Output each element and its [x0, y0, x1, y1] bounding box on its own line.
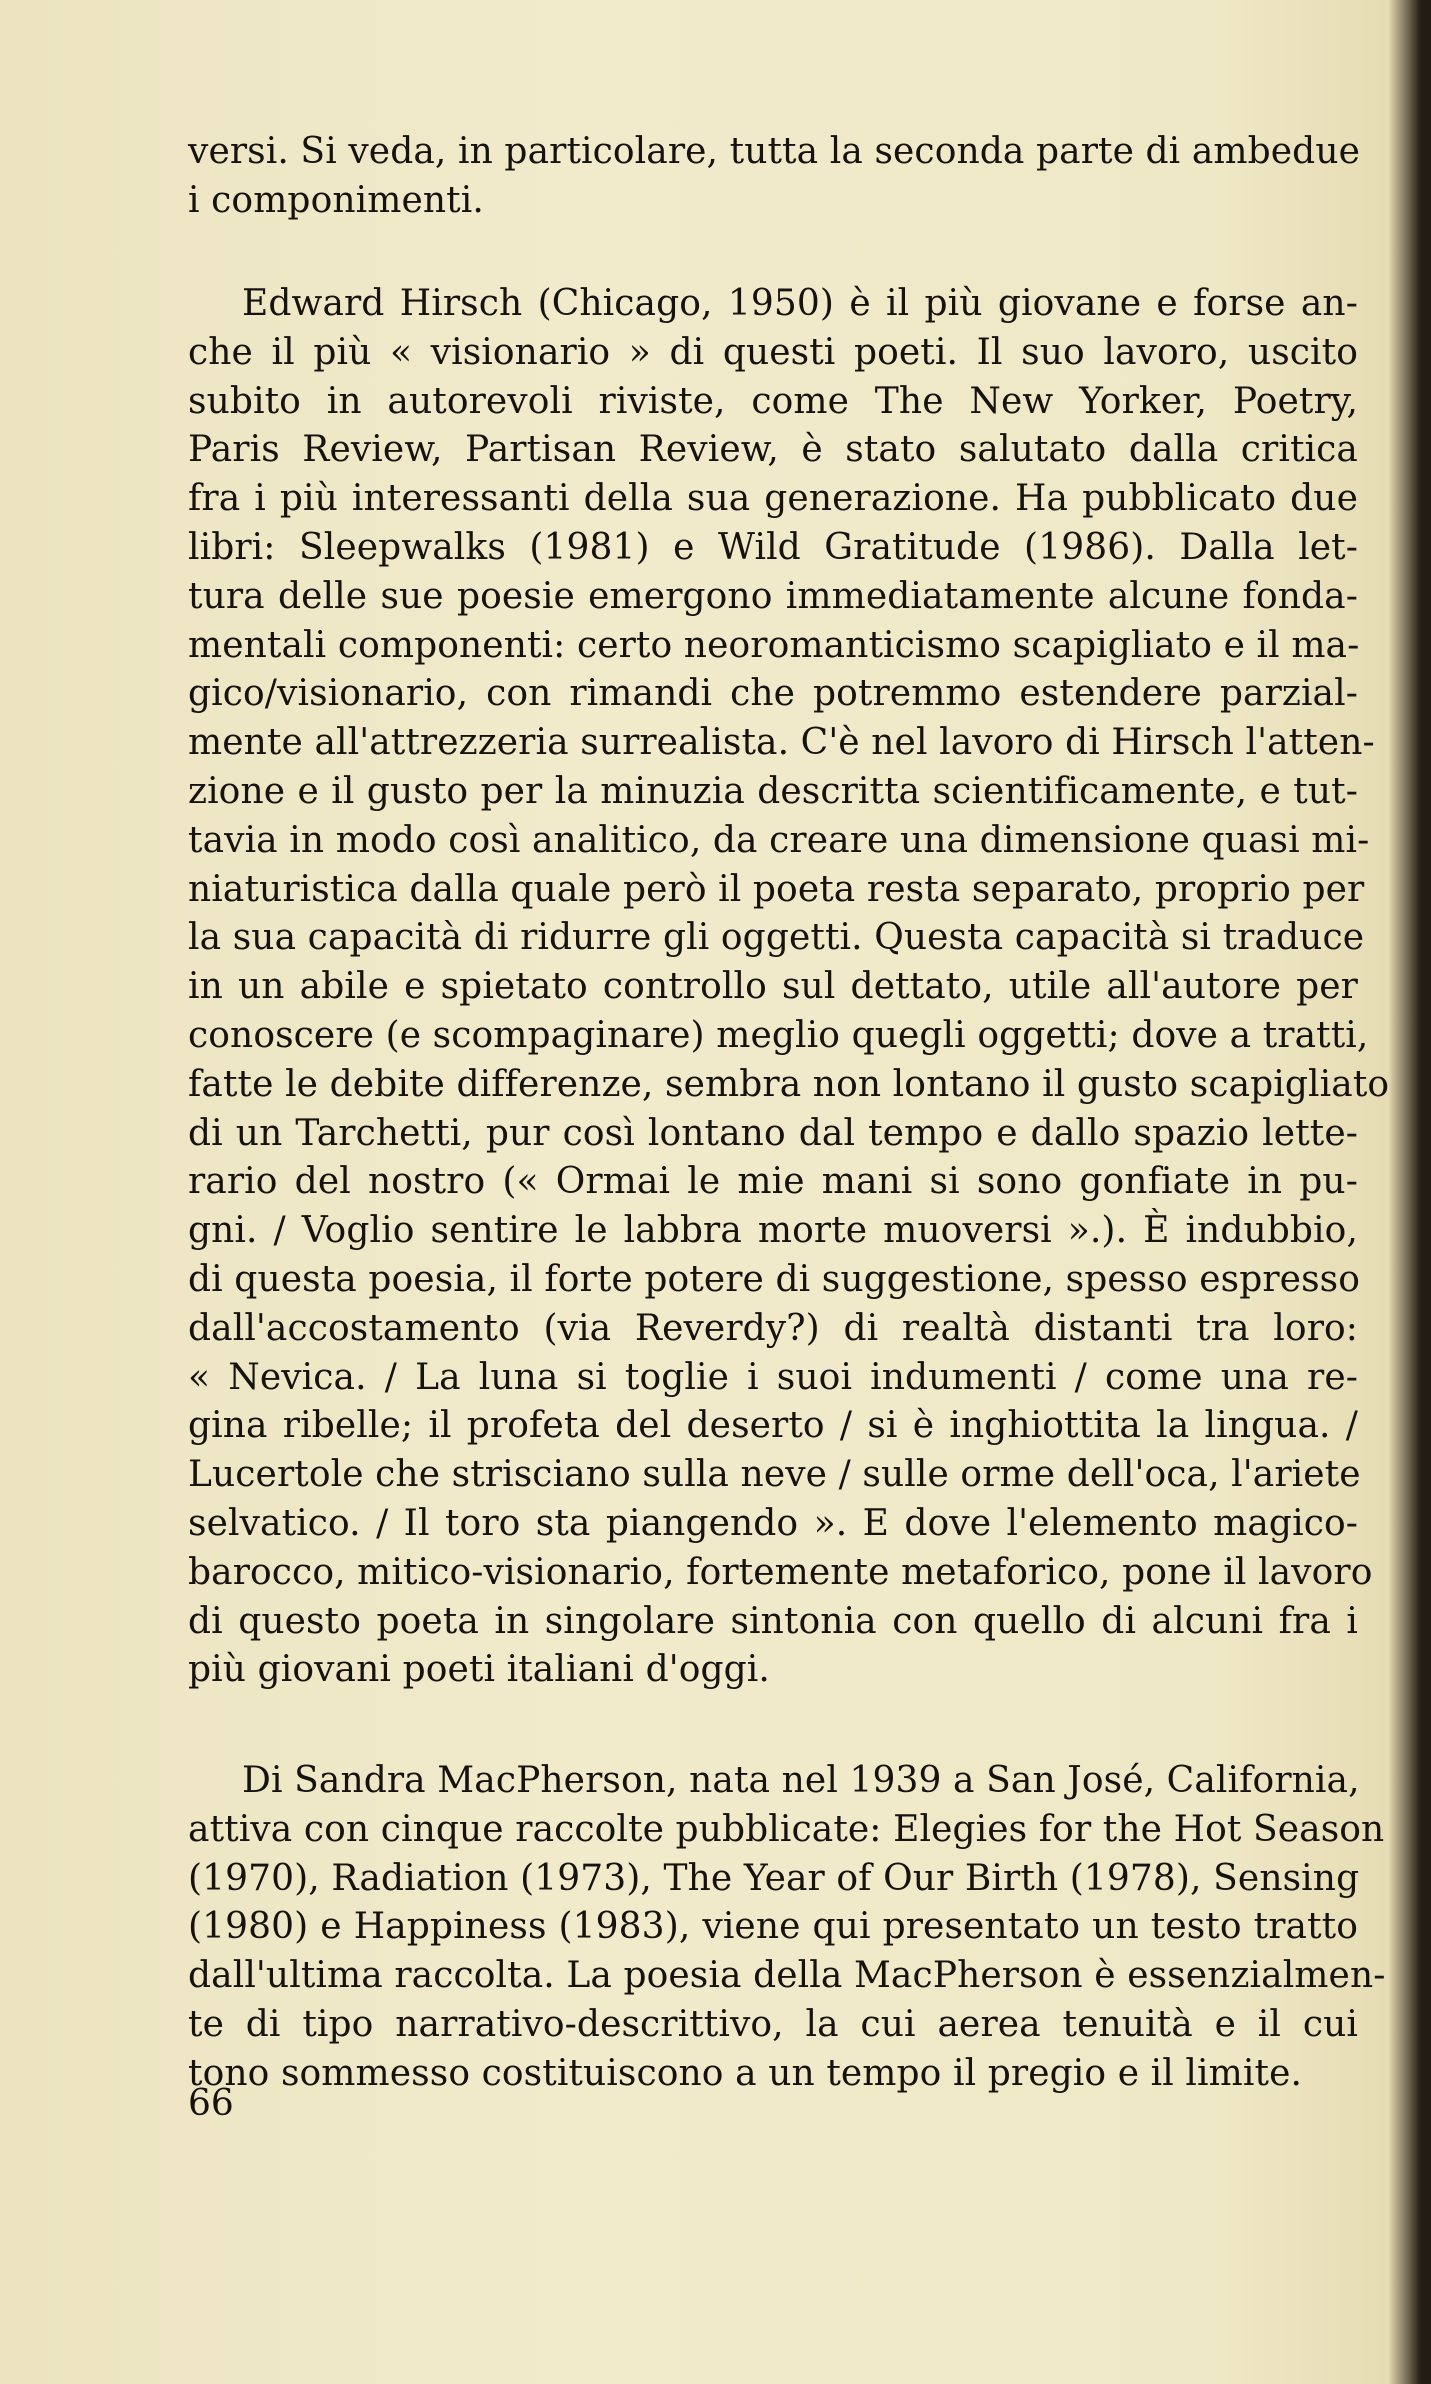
text-line: fra i più interessanti della sua generazione. Ha pubblicato due: [188, 478, 1358, 520]
text-line: Edward Hirsch (Chicago, 1950) è il più giovane e forse an-: [242, 283, 1358, 324]
text-line: zione e il gusto per la minuzia descritta scientificamente, e tut-: [188, 770, 1358, 812]
text-line: gni. / Voglio sentire le labbra morte muoversi ».). È indubbio,: [188, 1210, 1358, 1252]
text-line: niaturistica dalla quale però il poeta resta separato, proprio per: [188, 868, 1365, 910]
text-line: tono sommesso costituiscono a un tempo il pregio e il limite.: [188, 2052, 1303, 2094]
text-line: Paris Review, Partisan Review, è stato salutato dalla critica: [188, 429, 1358, 471]
text-line: gina ribelle; il profeta del deserto / si è inghiottita la lingua. /: [188, 1405, 1358, 1447]
text-line: mentali componenti: certo neoromanticismo scapigliato e il ma-: [188, 624, 1360, 666]
paragraph-1: [188, 128, 1361, 226]
text-line: rario del nostro (« Ormai le mie mani si sono gonfiate in pu-: [188, 1161, 1358, 1203]
paragraph-2: [188, 280, 1390, 1695]
text-line: gico/visionario, con rimandi che potremmo estendere parzial-: [188, 673, 1358, 715]
text-line: in un abile e spietato controllo sul dettato, utile all'autore per: [188, 966, 1358, 1008]
text-line: che il più « visionario » di questi poeti. Il suo lavoro, uscito: [188, 331, 1358, 373]
text-line: di questo poeta in singolare sintonia con quello di alcuni fra i: [188, 1600, 1358, 1642]
paragraph-3: [188, 1757, 1386, 2099]
text-line: più giovani poeti italiani d'oggi.: [188, 1649, 770, 1691]
text-line: la sua capacità di ridurre gli oggetti. Questa capacità si traduce: [188, 917, 1365, 959]
text-line: selvatico. / Il toro sta piangendo ». E dove l'elemento magico-: [188, 1502, 1358, 1544]
text-line: (1980) e Happiness (1983), viene qui presentato un testo tratto: [188, 1906, 1358, 1948]
page-edge-shadow: [1421, 0, 1431, 2384]
text-line: libri: Sleepwalks (1981) e Wild Gratitude (1986). Dalla let-: [188, 526, 1358, 568]
text-line: di questa poesia, il forte potere di suggestione, spesso espresso: [188, 1258, 1360, 1300]
text-line: Di Sandra MacPherson, nata nel 1939 a San José, California,: [242, 1760, 1360, 1801]
text-line: tura delle sue poesie emergono immediatamente alcune fonda-: [188, 575, 1358, 617]
text-line: Lucertole che strisciano sulla neve / sulle orme dell'oca, l'ariete: [188, 1454, 1361, 1496]
text-line: tavia in modo così analitico, da creare una dimensione quasi mi-: [188, 819, 1370, 861]
text-line: attiva con cinque raccolte pubblicate: Elegies for the Hot Season: [188, 1808, 1385, 1850]
text-line: barocco, mitico-visionario, fortemente metaforico, pone il lavoro: [188, 1551, 1373, 1593]
text-line: « Nevica. / La luna si toglie i suoi indumenti / come una re-: [188, 1356, 1358, 1398]
text-line: versi. Si veda, in particolare, tutta la seconda parte di ambedue: [188, 131, 1361, 172]
text-line: te di tipo narrativo-descrittivo, la cui aerea tenuità e il cui: [188, 2003, 1358, 2045]
text-line: mente all'attrezzeria surrealista. C'è nel lavoro di Hirsch l'atten-: [188, 722, 1375, 764]
text-line: i componimenti.: [188, 179, 484, 221]
text-line: di un Tarchetti, pur così lontano dal tempo e dallo spazio lette-: [188, 1112, 1358, 1154]
text-line: dall'ultima raccolta. La poesia della MacPherson è essenzialmen-: [188, 1955, 1386, 1997]
text-line: fatte le debite differenze, sembra non lontano il gusto scapigliato: [188, 1063, 1390, 1105]
text-line: conoscere (e scompaginare) meglio quegli oggetti; dove a tratti,: [188, 1014, 1369, 1056]
text-line: (1970), Radiation (1973), The Year of Our Birth (1978), Sensing: [188, 1857, 1360, 1899]
page-number: 66: [188, 2083, 234, 2124]
text-line: subito in autorevoli riviste, come The New Yorker, Poetry,: [188, 380, 1358, 422]
text-line: dall'accostamento (via Reverdy?) di realtà distanti tra loro:: [188, 1307, 1358, 1349]
